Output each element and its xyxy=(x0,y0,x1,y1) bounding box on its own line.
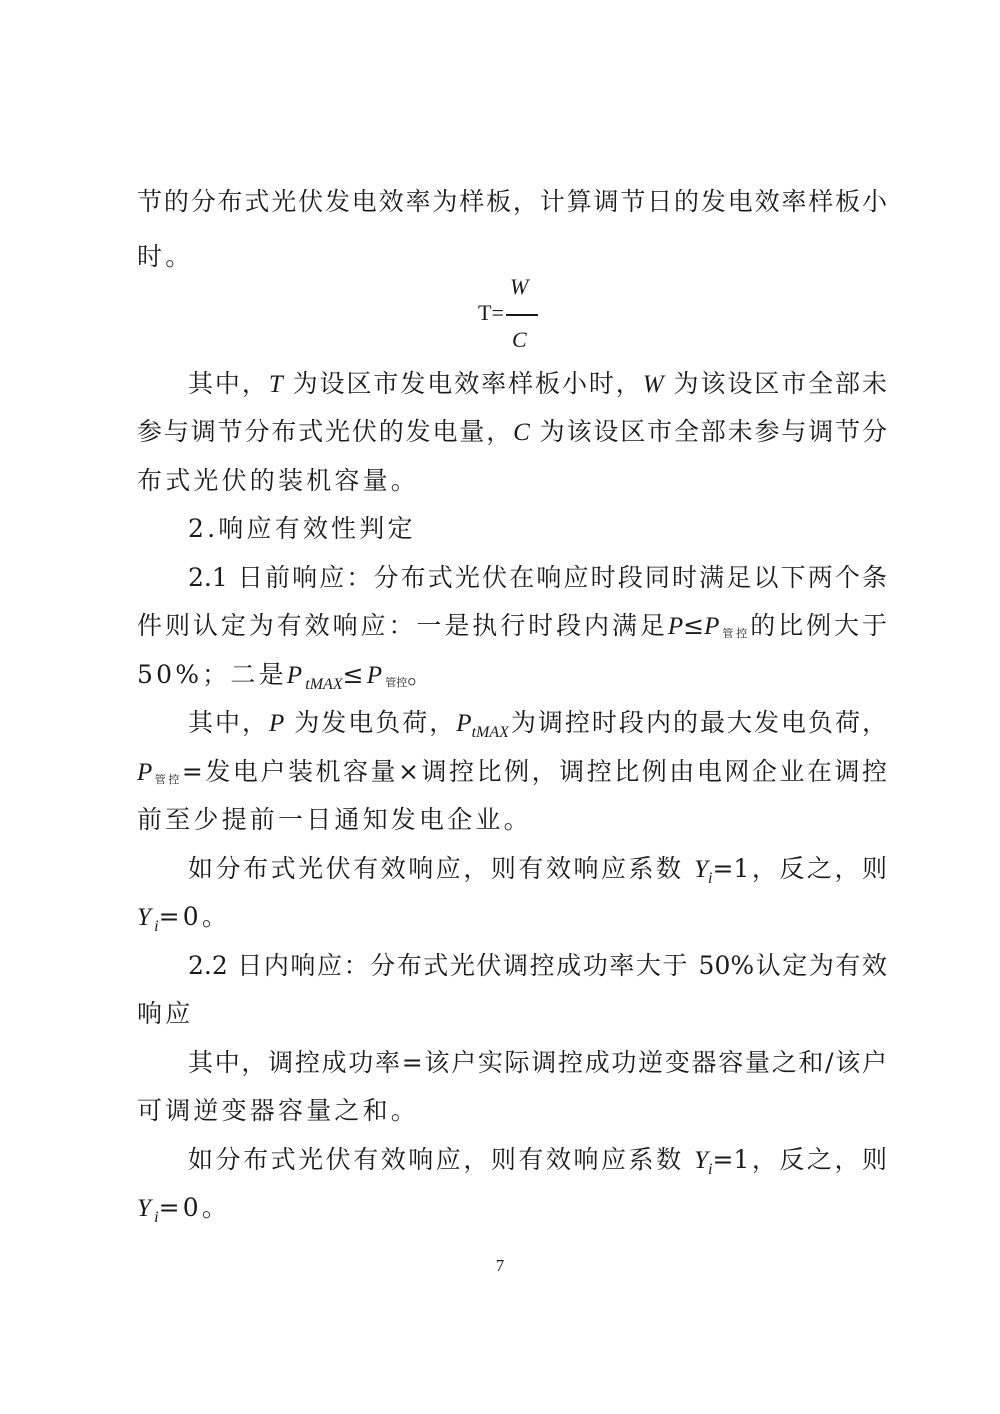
fraction-bar xyxy=(506,314,538,316)
paragraph-line: 其中，P 为发电负荷，$P_{tMAX}$为调控时段内的最大发电负荷， xyxy=(188,708,887,741)
paragraph-line: $Y_i=0$。 xyxy=(137,902,231,935)
formula-numerator: W xyxy=(510,274,529,299)
formula-denominator: C xyxy=(512,327,527,352)
paragraph-line: 节的分布式光伏发电效率为样板，计算调节日的发电效率样板小 xyxy=(137,187,887,216)
paragraph-line: 时。 xyxy=(137,242,194,271)
paragraph-line: 如分布式光伏有效响应，则有效响应系数 $Y_i=1$，反之，则 xyxy=(188,854,887,887)
paragraph-line: 其中，调控成功率=该户实际调控成功逆变器容量之和/该户 xyxy=(188,1048,887,1077)
paragraph-line: 2.2 日内响应：分布式光伏调控成功率大于 50%认定为有效 xyxy=(188,951,887,980)
paragraph-line: 参与调节分布式光伏的发电量，C 为该设区市全部未参与调节分 xyxy=(137,417,887,446)
section-heading: 2.响应有效性判定 xyxy=(188,514,416,543)
paragraph-line: 件则认定为有效响应：一是执行时段内满足P≤P管控的比例大于 xyxy=(137,611,887,640)
paragraph-line: 前至少提前一日通知发电企业。 xyxy=(137,805,532,834)
paragraph-line: P管控=发电户装机容量×调控比例，调控比例由电网企业在调控 xyxy=(137,757,887,786)
formula-lhs: T= xyxy=(478,300,504,325)
paragraph-line: 2.1 日前响应：分布式光伏在响应时段同时满足以下两个条 xyxy=(188,563,887,592)
formula-t-equals-w-over-c xyxy=(470,270,550,360)
paragraph-line: 50%；二是$P_{tMAX}\le P$管控。 xyxy=(137,660,436,693)
paragraph-line: $Y_i=0$。 xyxy=(137,1193,231,1226)
paragraph-line: 其中，T 为设区市发电效率样板小时，W 为该设区市全部未 xyxy=(188,369,887,398)
page-number: 7 xyxy=(495,1256,505,1275)
paragraph-line: 布式光伏的装机容量。 xyxy=(137,466,420,495)
paragraph-line: 如分布式光伏有效响应，则有效响应系数 $Y_i=1$，反之，则 xyxy=(188,1145,887,1178)
paragraph-line: 响应 xyxy=(137,999,194,1028)
paragraph-line: 可调逆变器容量之和。 xyxy=(137,1096,420,1125)
